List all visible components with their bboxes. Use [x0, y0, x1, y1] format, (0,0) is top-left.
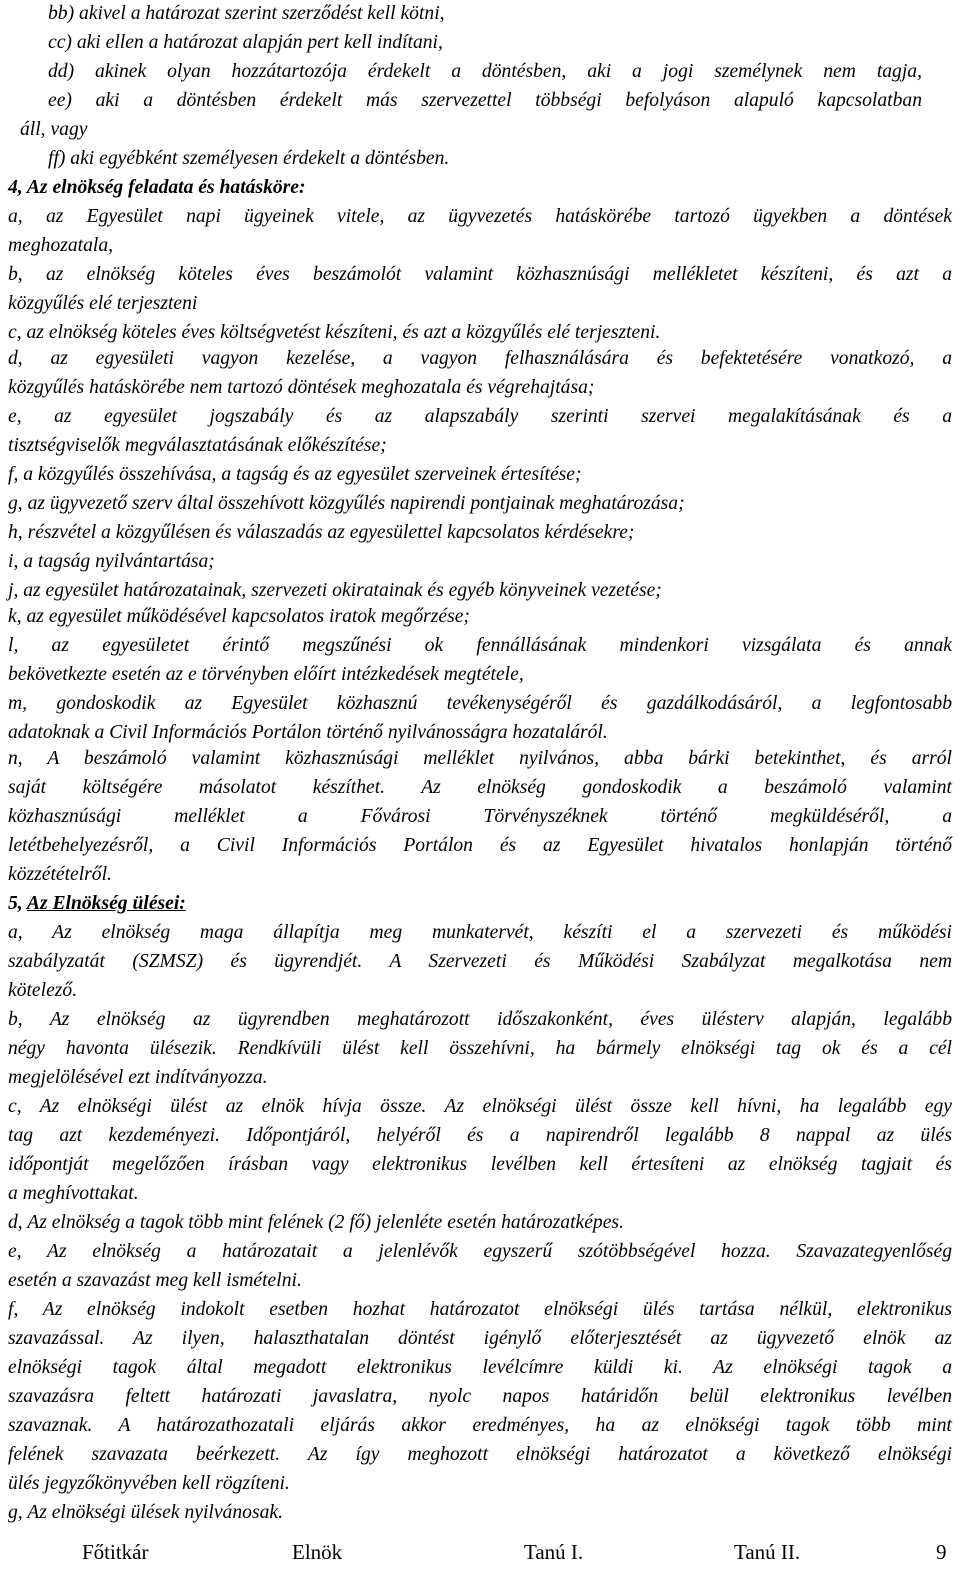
- section-4-item-e-line2: tisztségviselők megválasztatásának előkészítése;: [8, 435, 387, 456]
- section-4-item-k: k, az egyesület működésével kapcsolatos iratok megőrzése;: [8, 606, 470, 627]
- list-item-ff: ff) aki egyébként személyesen érdekelt a döntésben.: [48, 148, 450, 169]
- section-5-heading: [8, 889, 952, 918]
- section-4-item-j: j, az egyesület határozatainak, szervezeti okiratainak és egyéb könyveinek vezetése;: [8, 580, 662, 601]
- section-5-item-f-line4: szavazásra feltett határozati javaslatra, nyolc napos határidőn belül elektronikus levélben: [8, 1386, 952, 1407]
- section-4-item-i: i, a tagság nyilvántartása;: [8, 551, 215, 572]
- section-5-heading-text: Az Elnökség ülései:: [26, 893, 186, 914]
- section-5-item-a-line1: a, Az elnökség maga állapítja meg munkatervét, készíti el a szervezeti és működési: [8, 922, 952, 943]
- section-4-item-b-line2: közgyűlés elé terjeszteni: [8, 293, 198, 314]
- section-4-item-g: g, az ügyvezető szerv által összehívott közgyűlés napirendi pontjainak meghatározása;: [8, 493, 685, 514]
- section-4-item-n-line4: letétbehelyezésről, a Civil Információs Portálon és az Egyesület hivatalos honlapján történő: [8, 835, 952, 856]
- list-item-ee-line2: áll, vagy: [20, 119, 88, 140]
- section-5-item-d: d, Az elnökség a tagok több mint felének (2 fő) jelenléte esetén határozatképes.: [8, 1212, 624, 1233]
- section-4-item-n-line2: saját költségére másolatot készíthet. Az elnökség gondoskodik a beszámoló valamint: [8, 777, 952, 798]
- page-number: 9: [936, 1540, 947, 1564]
- list-item-dd: dd) akinek olyan hozzátartozója érdekelt a döntésben, aki a jogi személynek nem tagja,: [48, 61, 922, 82]
- section-5-item-c-line4: a meghívottakat.: [8, 1183, 139, 1204]
- list-item-ee-line1: ee) aki a döntésben érdekelt más szervezettel többségi befolyáson alapuló kapcsolatban: [48, 90, 922, 111]
- section-5-item-f-line6: felének szavazata beérkezett. Az így meghozott elnökségi határozatot a következő elnökségi: [8, 1444, 952, 1465]
- section-4-item-f: f, a közgyűlés összehívása, a tagság és az egyesület szerveinek értesítése;: [8, 464, 582, 485]
- section-5-item-f-line1: f, Az elnökség indokolt esetben hozhat határozatot elnökségi ülés tartása nélkül, elektronikus: [8, 1299, 952, 1320]
- section-5-item-b-line3: megjelölésével ezt indítványozza.: [8, 1067, 268, 1088]
- section-4-item-a-line2: meghozatala,: [8, 235, 114, 256]
- section-4-heading: 4, Az elnökség feladata és hatásköre:: [8, 177, 306, 198]
- section-5-item-f-line3: elnökségi tagok által megadott elektronikus levélcímre küldi ki. Az elnökségi tagok a: [8, 1357, 952, 1378]
- section-5-item-b-line1: b, Az elnökség az ügyrendben meghatározott időszakonként, éves ülésterv alapján, legalább: [8, 1009, 952, 1030]
- section-5-item-c-line1: c, Az elnökségi ülést az elnök hívja össze. Az elnökségi ülést össze kell hívni, ha legalább egy: [8, 1096, 952, 1117]
- section-5-item-g: g, Az elnökségi ülések nyilvánosak.: [8, 1502, 283, 1523]
- section-5-item-e-line2: esetén a szavazást meg kell ismételni.: [8, 1270, 302, 1291]
- section-4-item-n-line3: közhasznúsági melléklet a Fővárosi Törvényszéknek történő megküldéséről, a: [8, 806, 952, 827]
- list-item-bb: bb) akivel a határozat szerint szerződést kell kötni,: [48, 3, 445, 24]
- footer-secretary-label: Főtitkár: [82, 1540, 149, 1564]
- section-4-item-n-line5: közzétételről.: [8, 864, 112, 885]
- section-5-item-a-line3: kötelező.: [8, 980, 78, 1001]
- section-4-item-d-line1: d, az egyesületi vagyon kezelése, a vagyon felhasználására és befektetésére vonatkozó, a: [8, 348, 952, 369]
- footer-president-label: Elnök: [292, 1540, 343, 1564]
- section-5-item-f-line5: szavaznak. A határozathozatali eljárás akkor eredményes, ha az elnökségi tagok több mint: [8, 1415, 952, 1436]
- signature-footer: [0, 1538, 960, 1578]
- section-5-item-e-line1: e, Az elnökség a határozatait a jelenlévők egyszerű szótöbbségével hozza. Szavazategyenlőség: [8, 1241, 952, 1262]
- section-4-item-b-line1: b, az elnökség köteles éves beszámolót valamint közhasznúsági mellékletet készíteni, és azt a: [8, 264, 952, 285]
- section-4-item-e-line1: e, az egyesület jogszabály és az alapszabály szerinti szervei megalakításának és a: [8, 406, 952, 427]
- section-5-item-b-line2: négy havonta ülésezik. Rendkívüli ülést kell összehívni, ha bármely elnökségi tag ok és a cél: [8, 1038, 952, 1059]
- section-5-item-f-line2: szavazással. Az ilyen, halaszthatalan döntést igénylő előterjesztését az ügyvezető elnök az: [8, 1328, 952, 1349]
- list-item-cc: cc) aki ellen a határozat alapján pert kell indítani,: [48, 32, 443, 53]
- footer-witness1-label: Tanú I.: [524, 1540, 584, 1564]
- section-4-item-d-line2: közgyűlés hatáskörébe nem tartozó döntések meghozatala és végrehajtása;: [8, 377, 595, 398]
- section-5-item-c-line3: időpontját megelőzően írásban vagy elektronikus levélben kell értesíteni az elnökség tagjait és: [8, 1154, 952, 1175]
- section-4-item-m-line2: adatoknak a Civil Információs Portálon történő nyilvánosságra hozataláról.: [8, 722, 608, 743]
- section-4-item-m-line1: m, gondoskodik az Egyesület közhasznú tevékenységéről és gazdálkodásáról, a legfontosabb: [8, 693, 952, 714]
- section-5-heading-number: 5,: [8, 893, 27, 914]
- section-4-item-a-line1: a, az Egyesület napi ügyeinek vitele, az ügyvezetés hatáskörébe tartozó ügyekben a döntések: [8, 206, 952, 227]
- section-4-item-l-line2: bekövetkezte esetén az e törvényben előírt intézkedések megtétele,: [8, 664, 524, 685]
- footer-witness2-label: Tanú II.: [734, 1540, 801, 1564]
- section-4-item-n-line1: n, A beszámoló valamint közhasznúsági melléklet nyilvános, abba bárki betekinthet, és arról: [8, 748, 952, 769]
- section-5-item-a-line2: szabályzatát (SZMSZ) és ügyrendjét. A Szervezeti és Működési Szabályzat megalkotása nem: [8, 951, 952, 972]
- section-4-item-h: h, részvétel a közgyűlésen és válaszadás az egyesülettel kapcsolatos kérdésekre;: [8, 522, 635, 543]
- section-5-item-c-line2: tag azt kezdeményezi. Időpontjáról, helyéről és a napirendről legalább 8 nappal az ülés: [8, 1125, 952, 1146]
- section-5-item-f-line7: ülés jegyzőkönyvében kell rögzíteni.: [8, 1473, 290, 1494]
- section-4-item-l-line1: l, az egyesületet érintő megszűnési ok fennállásának mindenkori vizsgálata és annak: [8, 635, 952, 656]
- section-4-item-c: c, az elnökség köteles éves költségvetést készíteni, és azt a közgyűlés elé terjeszteni.: [8, 322, 661, 343]
